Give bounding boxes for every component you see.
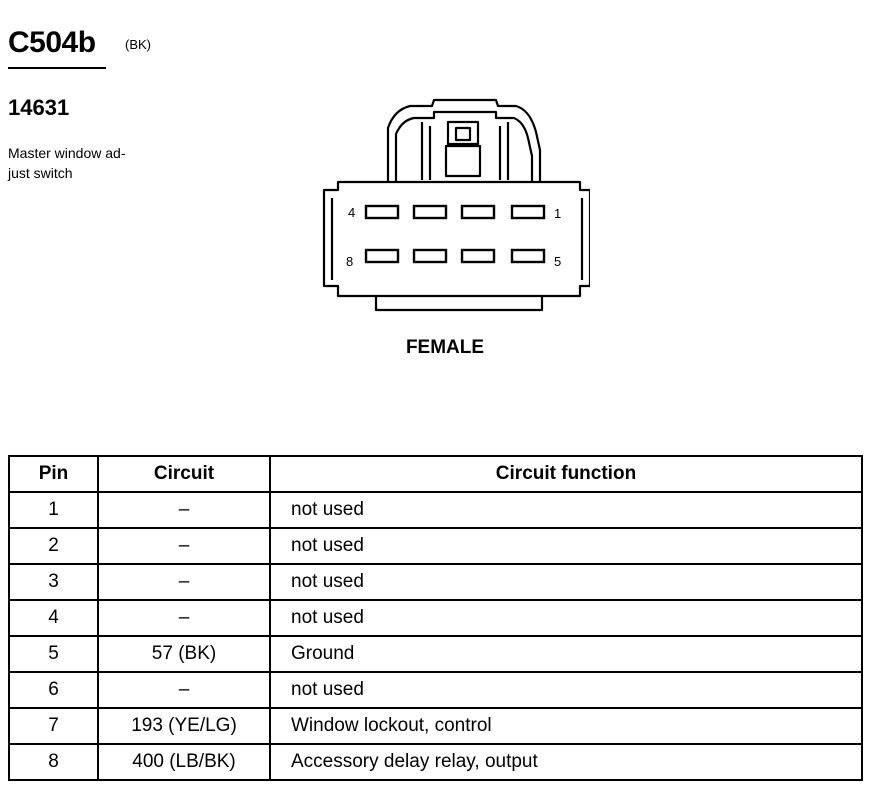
pin-cavity (414, 250, 446, 262)
cell-function: not used (270, 672, 862, 708)
cell-circuit: – (98, 600, 270, 636)
pinout-table (8, 455, 863, 781)
cell-circuit: – (98, 672, 270, 708)
latch-button (446, 146, 480, 176)
connector-id: C504b (8, 26, 96, 59)
cell-circuit: 193 (YE/LG) (98, 708, 270, 744)
pin-cavity (366, 250, 398, 262)
description-line-2: just switch (8, 165, 73, 181)
table-row (9, 672, 862, 708)
cell-circuit: 400 (LB/BK) (98, 744, 270, 780)
header-circuit-function: Circuit function (270, 456, 862, 492)
cell-circuit: – (98, 528, 270, 564)
table-row (9, 600, 862, 636)
component-description (8, 143, 168, 183)
pin-label-bottom-right: 5 (554, 254, 562, 269)
header-pin: Pin (9, 456, 98, 492)
cell-function: Window lockout, control (270, 708, 862, 744)
connector-housing (324, 182, 590, 296)
header-circuit: Circuit (98, 456, 270, 492)
title-underline (8, 67, 106, 69)
pin-cavity (414, 206, 446, 218)
cell-circuit: – (98, 492, 270, 528)
part-number: 14631 (8, 95, 70, 120)
cell-pin: 4 (9, 600, 98, 636)
table-header-row (9, 456, 862, 492)
cell-circuit: 57 (BK) (98, 636, 270, 672)
pin-label-bottom-left: 8 (346, 254, 354, 269)
table-row (9, 564, 862, 600)
cell-function: Accessory delay relay, output (270, 744, 862, 780)
connector-gender: FEMALE (405, 337, 485, 358)
cell-pin: 5 (9, 636, 98, 672)
description-line-1: Master window ad- (8, 145, 126, 161)
pin-cavity (512, 206, 544, 218)
pin-cavity (512, 250, 544, 262)
cell-circuit: – (98, 564, 270, 600)
cell-pin: 7 (9, 708, 98, 744)
table-row (9, 744, 862, 780)
table-row (9, 492, 862, 528)
table-row (9, 528, 862, 564)
pin-cavity (462, 206, 494, 218)
cell-pin: 2 (9, 528, 98, 564)
connector-color-code: (BK) (125, 37, 151, 52)
connector-bottom-rail (376, 296, 542, 310)
cell-pin: 6 (9, 672, 98, 708)
table-row (9, 708, 862, 744)
cell-function: Ground (270, 636, 862, 672)
table-row (9, 636, 862, 672)
cell-function: not used (270, 564, 862, 600)
cell-pin: 1 (9, 492, 98, 528)
connector-face-diagram (310, 98, 590, 318)
pin-label-top-right: 1 (554, 206, 562, 221)
cell-function: not used (270, 600, 862, 636)
pin-cavity (366, 206, 398, 218)
pin-cavity (462, 250, 494, 262)
cell-pin: 8 (9, 744, 98, 780)
cell-pin: 3 (9, 564, 98, 600)
cell-function: not used (270, 528, 862, 564)
pin-label-top-left: 4 (348, 205, 356, 220)
cell-function: not used (270, 492, 862, 528)
